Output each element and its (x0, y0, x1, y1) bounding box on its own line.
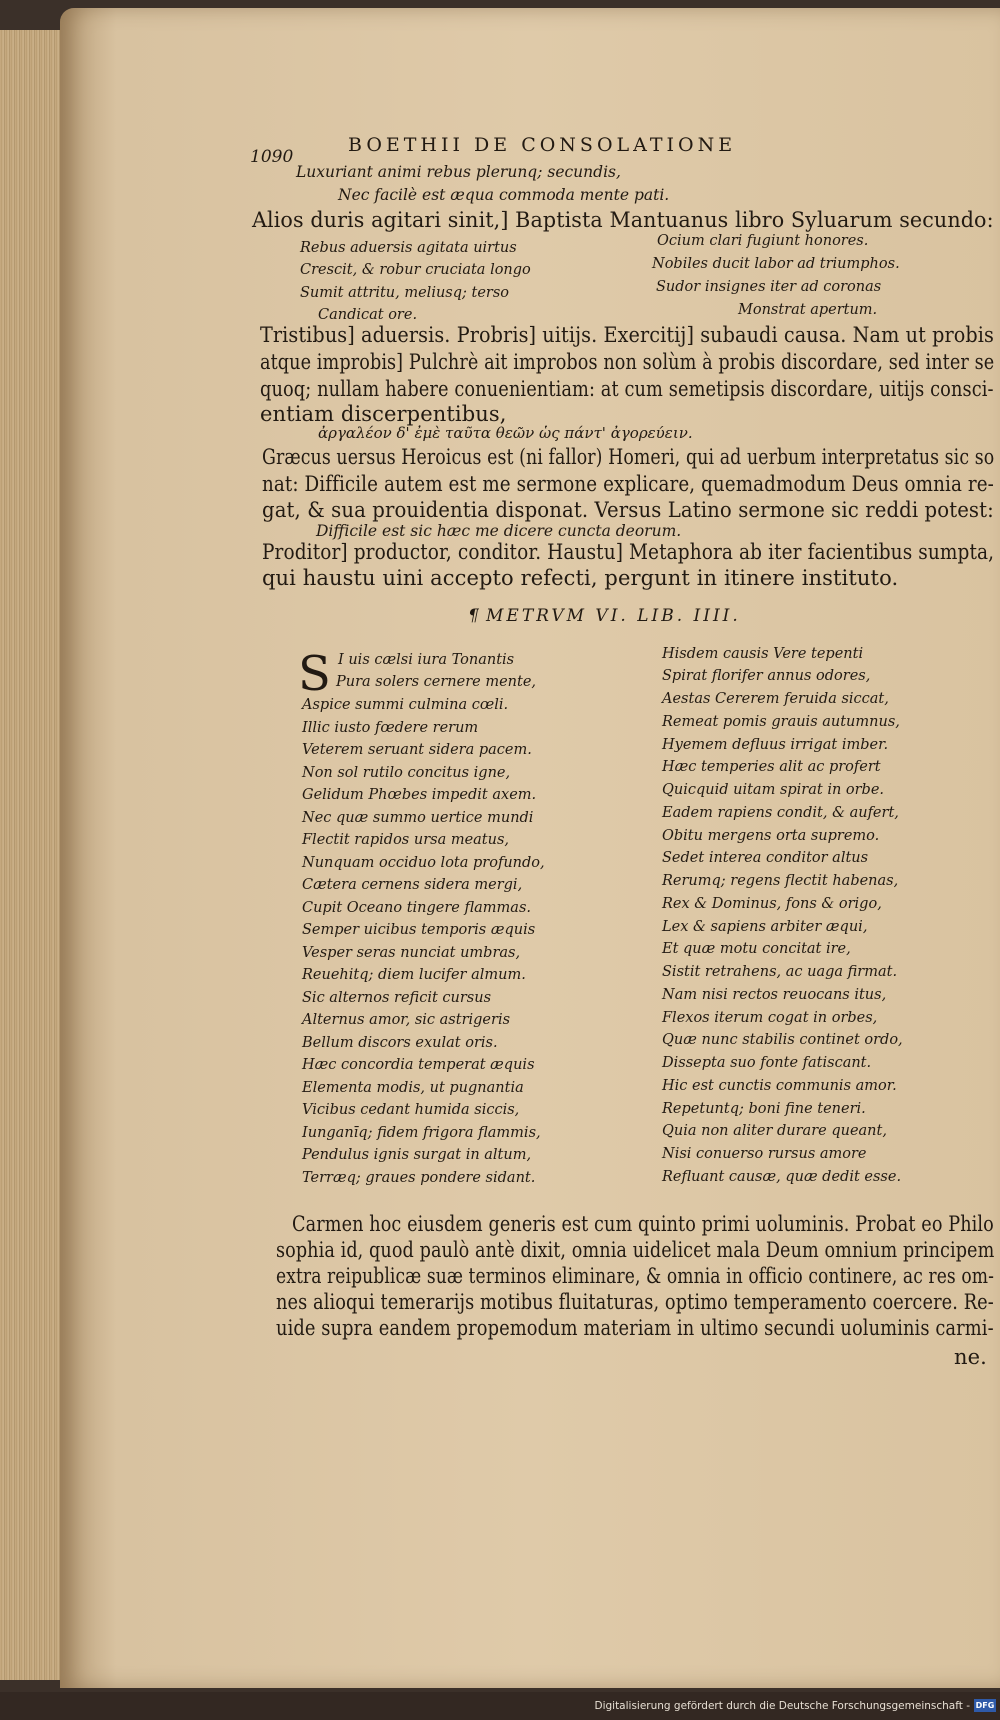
top-verse-line: Luxuriant animi rebus plerunq; secundis, (296, 163, 621, 181)
poem-line-right: Rerumq; regens flectit habenas, (662, 873, 899, 889)
poem-line-right: Hæc temperies alit ac profert (662, 759, 881, 775)
commentary-line: extra reipublicæ suæ terminos eliminare, & omnia in officio continere, ac res om- (276, 1264, 994, 1288)
greek-verse: ἀργαλέον δ' ἐμὲ ταῦτα θεῶν ὡς πάντ' ἀγορεύειν. (318, 424, 693, 442)
poem-line-left: Veterem seruant sidera pacem. (302, 742, 532, 758)
poem-line-right: Sistit retrahens, ac uaga firmat. (662, 964, 898, 980)
mantuan-verse-left: Rebus aduersis agitata uirtus (300, 240, 517, 256)
poem-line-right: Obitu mergens orta supremo. (662, 828, 880, 844)
top-verse-line: Nec facilè est æqua commoda mente pati. (338, 186, 670, 204)
mantuan-verse-left: Sumit attritu, meliusq; terso (300, 285, 510, 301)
paragraph-line: quoq; nullam habere conuenientiam: at cum semetipsis discordare, uitijs consci- (260, 377, 994, 401)
poem-line-left: Bellum discors exulat oris. (302, 1035, 498, 1051)
paragraph-line: gat, & sua prouidentia disponat. Versus Latino sermone sic reddi potest: (262, 498, 994, 522)
poem-line-left: Vicibus cedant humida siccis, (302, 1102, 520, 1118)
poem-line-left: Gelidum Phœbes impedit axem. (302, 787, 537, 803)
poem-line-right: Quæ nunc stabilis continet ordo, (662, 1032, 903, 1048)
paragraph-line: atque improbis] Pulchrè ait improbos non solùm à probis discordare, sed inter se (260, 350, 995, 374)
poem-line-right: Lex & sapiens arbiter æqui, (662, 919, 868, 935)
commentary-line: sophia id, quod paulò antè dixit, omnia uidelicet mala Deum omnium principem (276, 1238, 995, 1262)
poem-line-right: Repetuntq; boni fine teneri. (662, 1101, 866, 1117)
poem-line-left: Elementa modis, ut pugnantia (302, 1080, 524, 1096)
poem-line-right: Spirat florifer annus odores, (662, 668, 871, 684)
poem-line-left: Alternus amor, sic astrigeris (302, 1012, 511, 1028)
pilcrow-icon: ¶ (468, 606, 482, 626)
metrum-heading: METRVM VI. LIB. IIII. (486, 606, 741, 626)
footer-credit: Digitalisierung gefördert durch die Deutsche Forschungsgemeinschaft - (594, 1700, 970, 1712)
mantuan-verse-left: Crescit, & robur cruciata longo (300, 262, 531, 278)
mantuan-verse-right: Monstrat apertum. (738, 302, 878, 318)
poem-line-right: Hyemem defluus irrigat imber. (662, 737, 889, 753)
poem-line-right: Quicquid uitam spirat in orbe. (662, 782, 885, 798)
poem-line-right: Et quæ motu concitat ire, (662, 941, 851, 957)
paragraph-line: Proditor] productor, conditor. Haustu] Metaphora ab iter facientibus sumpta, (262, 540, 995, 564)
poem-line-right: Dissepta suo fonte fatiscant. (662, 1055, 872, 1071)
commentary-line: ne. (954, 1345, 987, 1369)
poem-line-right: Rex & Dominus, fons & origo, (662, 896, 882, 912)
paragraph-line: Alios duris agitari sinit,] Baptista Mantuanus libro Syluarum secundo: (252, 208, 994, 232)
poem-line-left: Nunquam occiduo lota profundo, (302, 855, 545, 871)
poem-line-left: Illic iusto fœdere rerum (302, 720, 479, 736)
poem-line-left: I uis cælsi iura Tonantis (338, 652, 515, 668)
translated-verse: Difficile est sic hæc me dicere cuncta deorum. (316, 522, 682, 540)
mantuan-verse-right: Nobiles ducit labor ad triumphos. (652, 256, 900, 272)
mantuan-verse-right: Sudor insignes iter ad coronas (656, 279, 882, 295)
poem-line-left: Cætera cernens sidera mergi, (302, 877, 523, 893)
poem-line-left: Sic alternos reficit cursus (302, 990, 492, 1006)
commentary-line: Carmen hoc eiusdem generis est cum quinto primi uoluminis. Probat eo Philo (292, 1212, 994, 1236)
mantuan-verse-right: Ocium clari fugiunt honores. (657, 233, 869, 249)
page-number: 1090 (250, 147, 294, 167)
dfg-logo: DFG (975, 1701, 995, 1710)
poem-line-left: Pura solers cernere mente, (336, 674, 537, 690)
paragraph-line: qui haustu uini accepto refecti, pergunt in itinere instituto. (262, 566, 899, 590)
commentary-line: uide supra eandem propemodum materiam in ultimo secundi uoluminis carmi- (276, 1316, 994, 1340)
poem-line-left: Hæc concordia temperat æquis (302, 1057, 535, 1073)
poem-line-left: Iunganīq; fidem frigora flammis, (302, 1125, 541, 1141)
poem-line-right: Aestas Cererem feruida siccat, (662, 691, 889, 707)
running-title: BOETHII DE CONSOLATIONE (348, 134, 737, 156)
poem-line-right: Nam nisi rectos reuocans itus, (662, 987, 887, 1003)
poem-line-right: Nisi conuerso rursus amore (662, 1146, 867, 1162)
poem-line-left: Reuehitq; diem lucifer almum. (302, 967, 526, 983)
poem-line-left: Aspice summi culmina cœli. (302, 697, 509, 713)
poem-line-left: Nec quæ summo uertice mundi (302, 810, 534, 826)
poem-line-right: Flexos iterum cogat in orbes, (662, 1010, 878, 1026)
poem-line-left: Pendulus ignis surgat in altum, (302, 1147, 532, 1163)
poem-line-left: Vesper seras nunciat umbras, (302, 945, 521, 961)
poem-line-right: Sedet interea conditor altus (662, 850, 869, 866)
paragraph-line: Tristibus] aduersis. Probris] uitijs. Exercitij] subaudi causa. Nam ut probis (260, 323, 995, 347)
drop-cap: S (298, 646, 331, 702)
poem-line-left: Cupit Oceano tingere flammas. (302, 900, 531, 916)
paragraph-line: nat: Difficile autem est me sermone explicare, quemadmodum Deus omnia re- (262, 472, 994, 496)
paragraph-line: Græcus uersus Heroicus est (ni fallor) Homeri, qui ad uerbum interpretatus sic so (262, 445, 995, 469)
poem-line-right: Eadem rapiens condit, & aufert, (662, 805, 899, 821)
poem-line-left: Flectit rapidos ursa meatus, (302, 832, 510, 848)
poem-line-right: Remeat pomis grauis autumnus, (662, 714, 900, 730)
paragraph-line: entiam discerpentibus, (260, 402, 507, 426)
poem-line-right: Hic est cunctis communis amor. (662, 1078, 897, 1094)
poem-line-right: Hisdem causis Vere tepenti (662, 646, 864, 662)
poem-line-left: Terræq; graues pondere sidant. (302, 1170, 536, 1186)
poem-line-right: Quia non aliter durare queant, (662, 1123, 887, 1139)
poem-line-right: Refluant causæ, quæ dedit esse. (662, 1169, 902, 1185)
poem-line-left: Non sol rutilo concitus igne, (302, 765, 511, 781)
mantuan-verse-left: Candicat ore. (318, 307, 418, 323)
poem-line-left: Semper uicibus temporis æquis (302, 922, 536, 938)
commentary-line: nes alioqui temerarijs motibus fluitaturas, optimo temperamento coercere. Re- (276, 1290, 994, 1314)
